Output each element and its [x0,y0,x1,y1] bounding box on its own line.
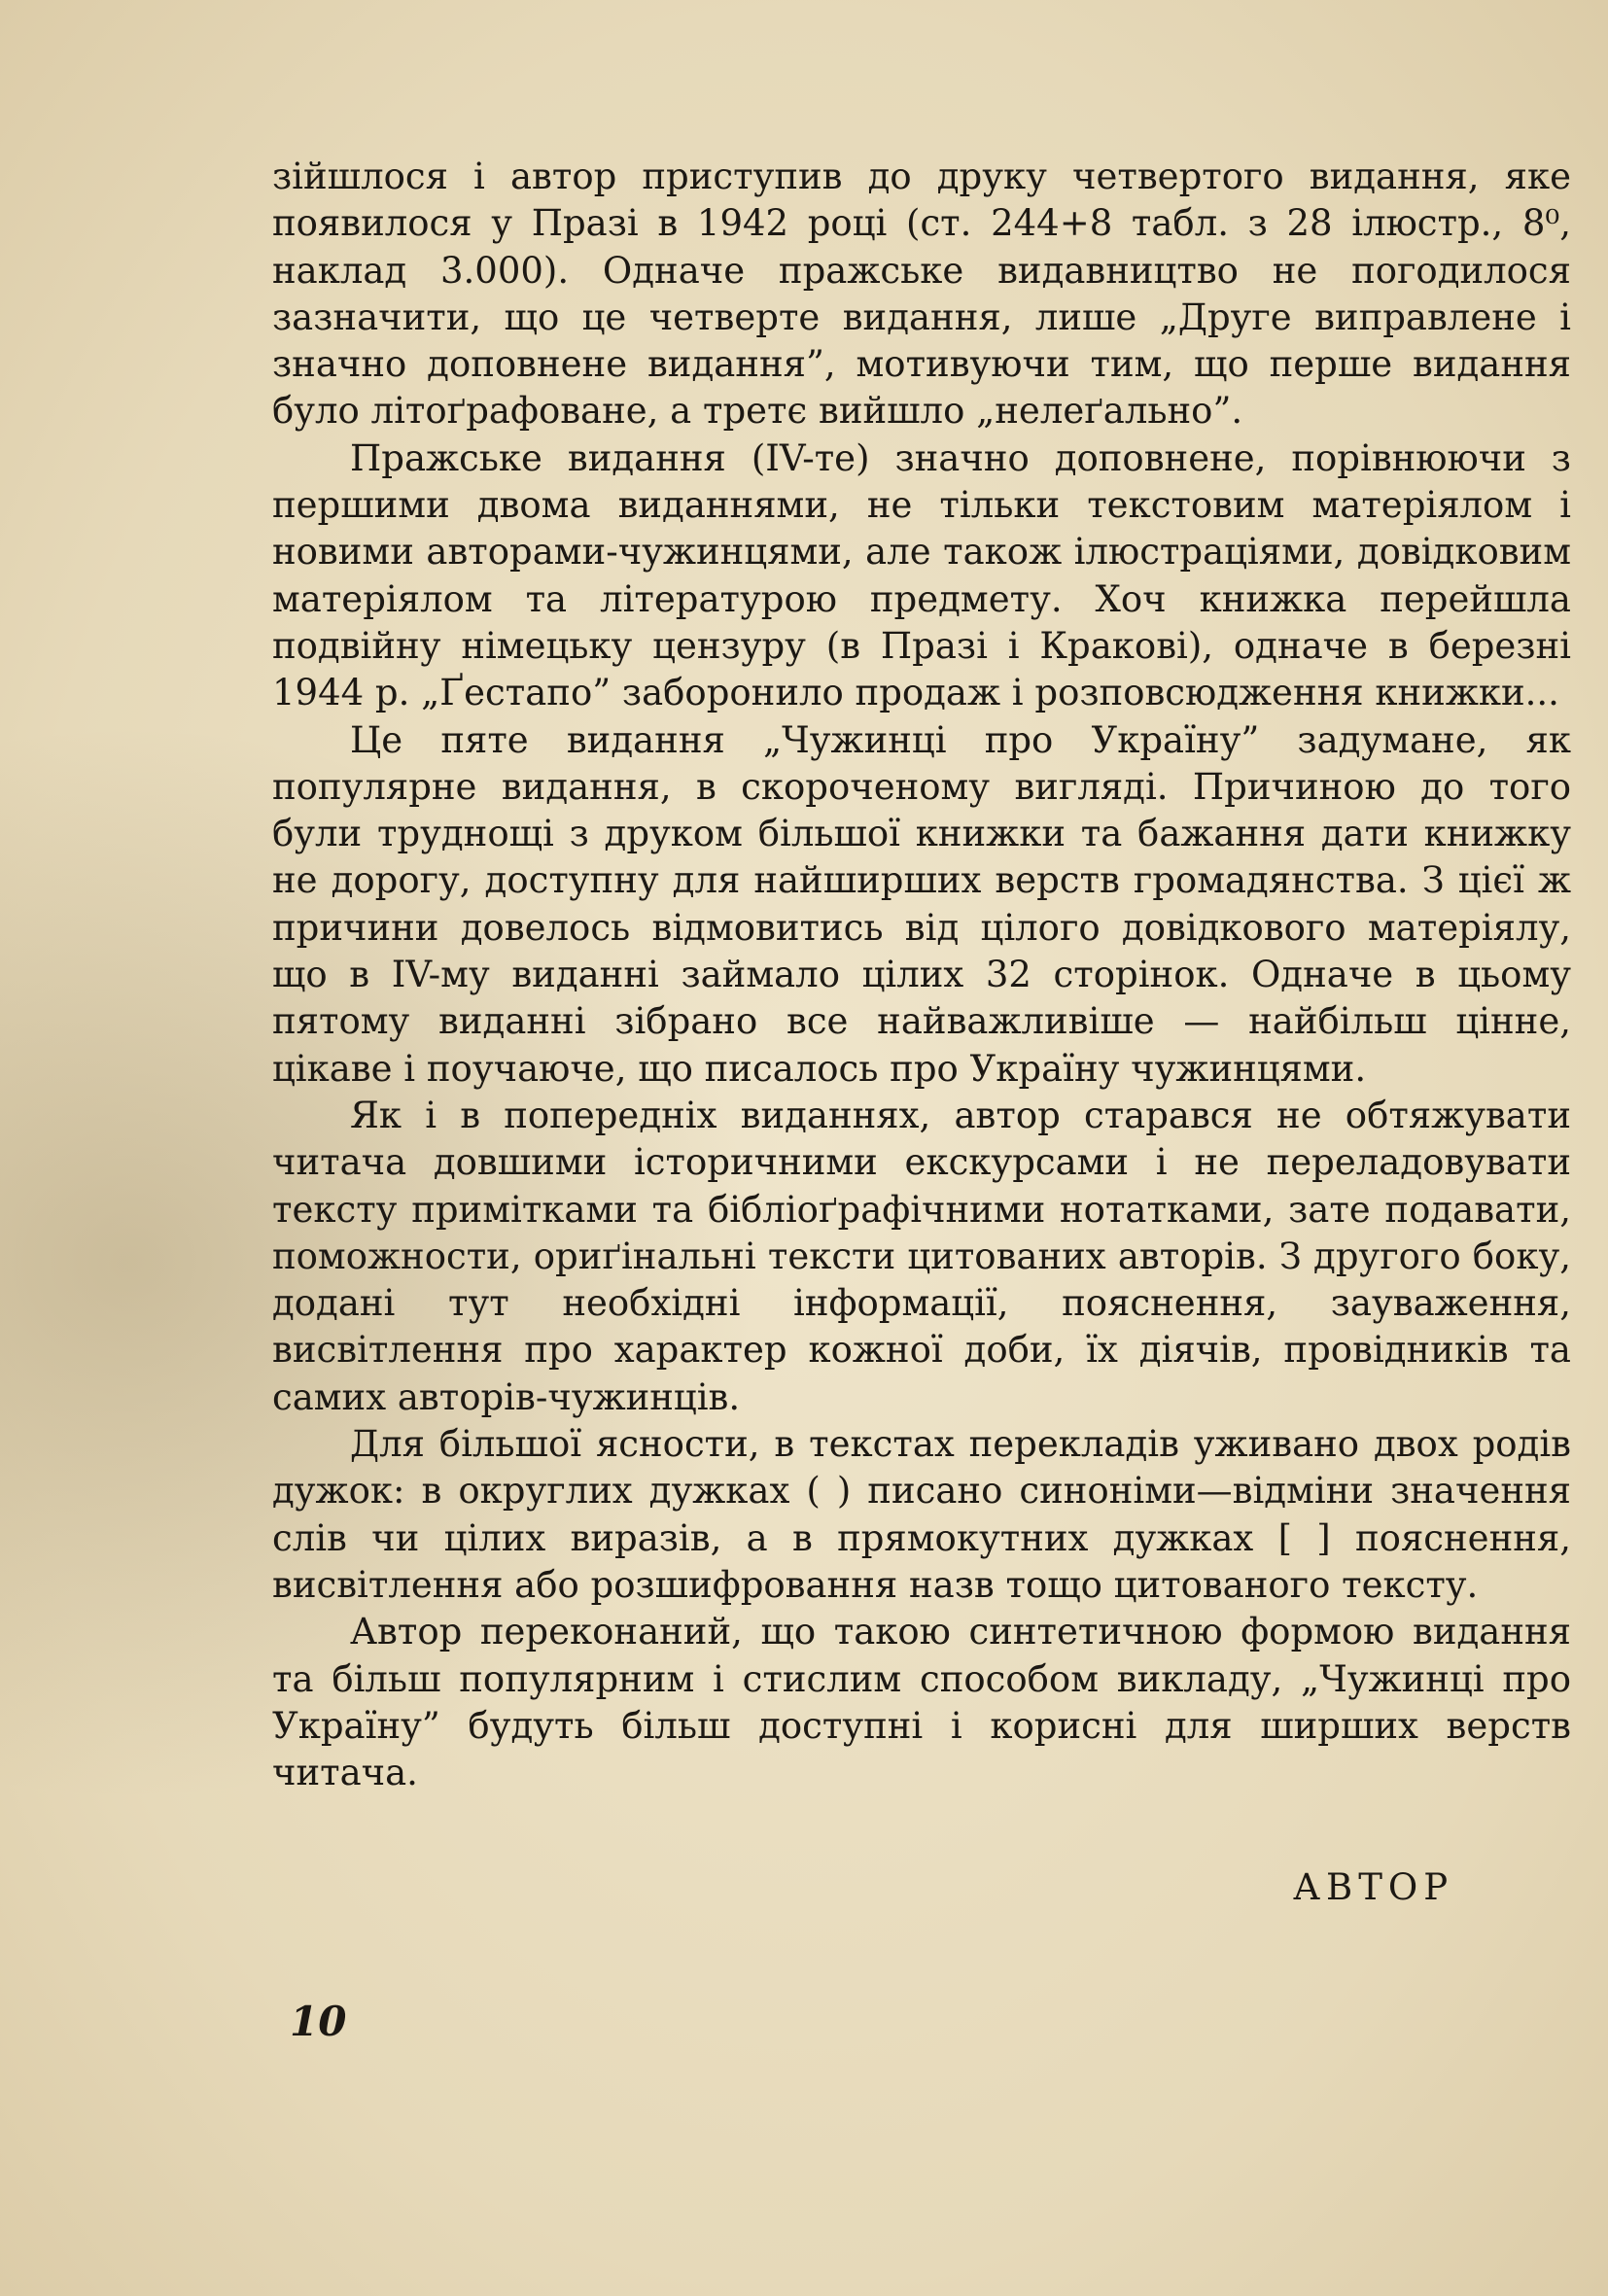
paragraph-4: Як і в попередніх виданнях, автор старався не обтяжувати читача довшими історичними екскурсами і не переладовувати тексту примітками та бібліоґрафічними нотатками, зате подавати, поможности, ориґінальні тексти цитованих авторів. З другого боку, додані тут необхідні інформації, пояснення, зауваження, висвітлення про характер кожної доби, їх діячів, провідників та самих авторів-чужинців. [272,1094,1571,1418]
paragraph-2: Пражське видання (IV-те) значно доповнене, порівнюючи з першими двома виданнями, не тільки текстовим матеріялом і новими авторами-чужинцями, але також ілюстраціями, довідковим матеріялом та літературою предмету. Хоч книжка перейшла подвійну німецьку цензуру (в Празі і Кракові), одначе в березні 1944 р. „Ґестапо” заборонило продаж і розповсюдження книжки... [272,436,1571,714]
paragraph-6: Автор переконаний, що такою синтетичною формою видання та більш популярним і стислим способом викладу, „Чужинці про Україну” будуть більш доступні і корисні для ширших верств читача. [272,1611,1571,1794]
paragraph-3: Це пяте видання „Чужинці про Україну” задумане, як популярне видання, в скороченому вигляді. Причиною до того були труднощі з друком більшої книжки та бажання дати книжку не дорогу, доступну для найширших верств громадянства. З цієї ж причини довелось відмовитись від цілого довідкового матеріялу, що в IV-му виданні займало цілих 32 сторінок. Одначе в цьому пятому виданні зібрано все найважливіше — найбільш цінне, цікаве і поучаюче, що писалось про Україну чужинцями. [272,718,1571,1090]
body-text [272,154,1571,1796]
paragraph-5: Для більшої ясности, в текстах перекладів уживано двох родів дужок: в округлих дужках ( ) писано синоніми—відміни значення слів чи цілих виразів, а в прямокутних дужках [ ] пояснення, висвітлення або розшифровання назв тощо цитованого тексту. [272,1423,1571,1606]
paragraph-1: зійшлося і автор приступив до друку четвертого видання, яке появилося у Празі в 1942 році (ст. 244+8 табл. з 28 ілюстр., 8⁰, наклад 3.000). Одначе пражське видавництво не погодилося зазначити, що це четверте видання, лише „Друге виправлене і значно доповнене видання”, мотивуючи тим, що перше видання було літоґрафоване, а третє вийшло „нелеґально”. [272,156,1571,433]
page-number: 10 [290,1998,347,2045]
author-signature: АВТОР [1293,1866,1454,1908]
